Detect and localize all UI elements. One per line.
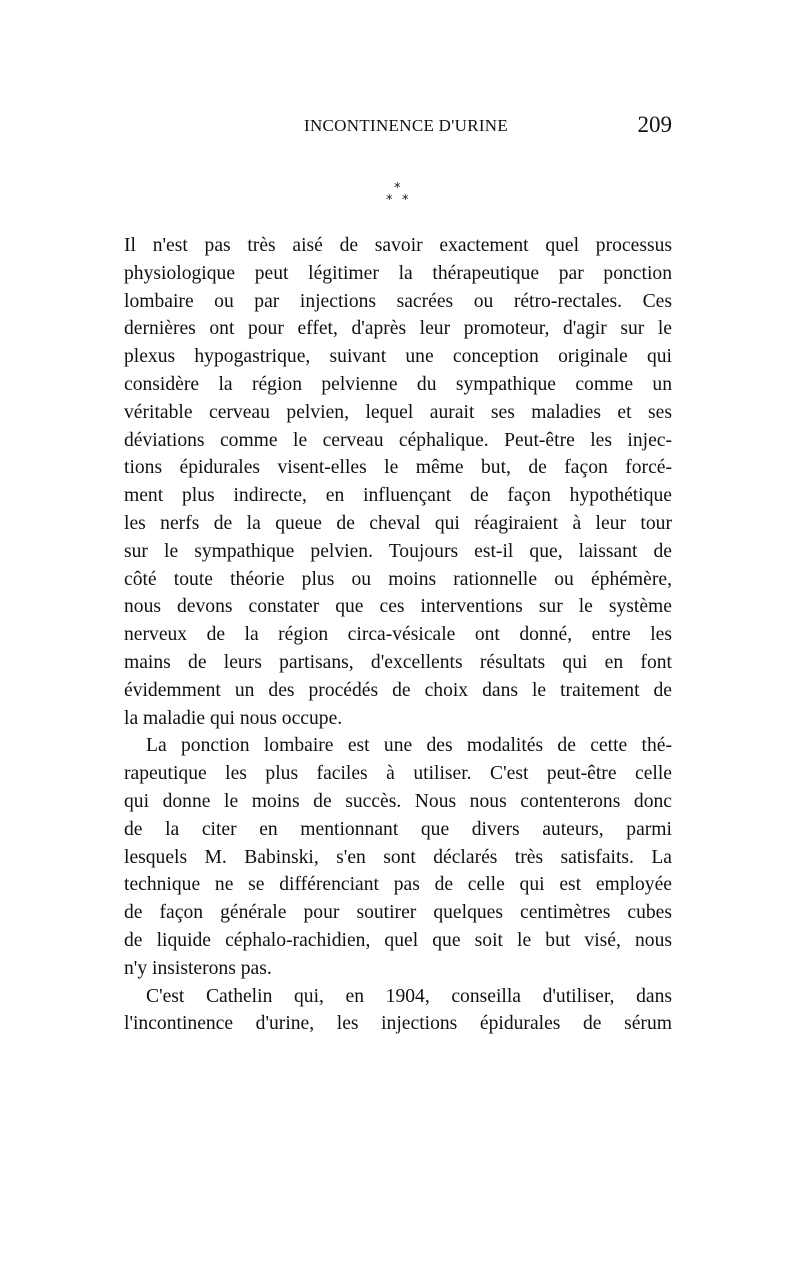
text-line: plexus hypogastrique, suivant une conception originale qui xyxy=(124,346,672,368)
text-line: lesquels M. Babinski, s'en sont déclarés très satisfaits. La xyxy=(124,846,672,868)
asterisk-icon: * xyxy=(386,193,393,208)
text-line: nerveux de la région circa-vésicale ont donné, entre les xyxy=(124,624,672,646)
text-line: rapeutique les plus faciles à utiliser. C'est peut-être celle xyxy=(124,763,672,785)
text-line: Il n'est pas très aisé de savoir exactement quel processus xyxy=(124,235,672,256)
text-line: les nerfs de la queue de cheval qui réagiraient à leur tour xyxy=(124,512,672,534)
asterisk-icon: * xyxy=(394,181,401,196)
asterism-separator xyxy=(380,182,420,216)
text-line: n'y insisterons pas. xyxy=(124,957,272,979)
text-line: mains de leurs partisans, d'excellents résultats qui en font xyxy=(124,651,672,673)
text-line: ment plus indirecte, en influençant de façon hypothétique xyxy=(124,485,672,507)
text-line: évidemment un des procédés de choix dans le traitement de xyxy=(124,679,672,701)
text-line: technique ne se différenciant pas de celle qui est employée xyxy=(124,874,672,896)
text-line: côté toute théorie plus ou moins rationnelle ou éphémère, xyxy=(124,568,672,590)
text-line: qui donne le moins de succès. Nous nous contenterons donc xyxy=(124,790,672,812)
text-line: la maladie qui nous occupe. xyxy=(124,707,343,729)
running-title: INCONTINENCE D'URINE xyxy=(304,116,509,135)
text-line: considère la région pelvienne du sympathique comme un xyxy=(124,373,672,395)
text-line: déviations comme le cerveau céphalique. Peut-être les injec- xyxy=(124,429,672,451)
body-text xyxy=(124,232,672,1038)
text-line: C'est Cathelin qui, en 1904, conseilla d'utiliser, dans xyxy=(146,985,672,1007)
text-line: physiologique peut légitimer la thérapeutique par ponction xyxy=(124,262,672,284)
text-line: véritable cerveau pelvien, lequel aurait ses maladies et ses xyxy=(124,401,672,423)
asterisk-icon: * xyxy=(402,193,409,208)
text-line: La ponction lombaire est une des modalités de cette thé- xyxy=(146,735,672,757)
text-line: nous devons constater que ces interventions sur le système xyxy=(124,596,672,618)
page-number: 209 xyxy=(637,112,672,137)
text-line: sur le sympathique pelvien. Toujours est-il que, laissant de xyxy=(124,540,672,562)
text-line: de la citer en mentionnant que divers auteurs, parmi xyxy=(124,818,672,840)
text-line: tions épidurales visent-elles le même but, de façon forcé- xyxy=(124,457,672,479)
running-head xyxy=(124,112,672,142)
text-line: de liquide céphalo-rachidien, quel que soit le but visé, nous xyxy=(124,929,672,951)
text-line: l'incontinence d'urine, les injections épidurales de sérum xyxy=(124,1013,672,1035)
text-line: de façon générale pour soutirer quelques centimètres cubes xyxy=(124,902,672,924)
text-line: dernières ont pour effet, d'après leur promoteur, d'agir sur le xyxy=(124,318,672,340)
text-line: lombaire ou par injections sacrées ou rétro-rectales. Ces xyxy=(124,290,672,312)
